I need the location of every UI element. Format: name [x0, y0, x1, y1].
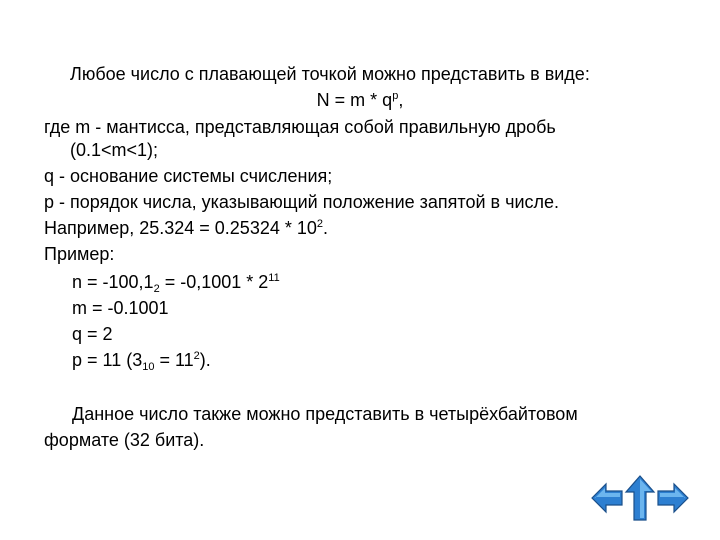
example-inline-exponent: 2 [316, 218, 324, 230]
example-heading-line [44, 242, 114, 266]
example-p-text: p = 11 (3 [72, 350, 143, 370]
example-inline-line [44, 216, 328, 240]
mantissa-range-line [70, 138, 158, 162]
example-n-base: 2 [153, 283, 160, 295]
mantissa-text: где m - мантисса, представляющая собой правильную дробь [44, 117, 556, 137]
formula-line [0, 88, 720, 112]
four-byte-text-2: формате (32 бита). [44, 430, 205, 450]
mantissa-line [44, 115, 556, 139]
intro-text: Любое число с плавающей точкой можно представить в виде: [70, 64, 590, 84]
example-p-close: ). [199, 350, 211, 370]
example-m-text: m = -0.1001 [72, 298, 169, 318]
navigation-buttons [590, 478, 690, 526]
example-n-exponent: 11 [268, 272, 280, 284]
example-heading: Пример: [44, 244, 115, 264]
example-p-value: = 11 [154, 350, 194, 370]
example-inline-period: . [323, 218, 329, 238]
arrow-up-icon[interactable] [624, 474, 656, 522]
example-q-text: q = 2 [72, 324, 113, 344]
example-n-line [72, 270, 280, 294]
example-inline-text: Например, 25.324 = 0.25324 * 10 [44, 218, 317, 238]
intro-line [70, 62, 590, 86]
example-n-text: n = -100,1 [72, 272, 154, 292]
formula-text: N = m * q [316, 90, 393, 110]
example-q-line [72, 322, 113, 346]
mantissa-range-text: (0.1<m<1); [70, 140, 159, 160]
example-p-base: 10 [142, 361, 155, 373]
example-n-value: = -0,1001 * 2 [159, 272, 269, 292]
four-byte-line-2 [44, 428, 204, 452]
formula-comma: , [398, 90, 404, 110]
formula-exponent: p [392, 90, 399, 102]
four-byte-line [72, 402, 578, 426]
base-text: q - основание системы счисления; [44, 166, 333, 186]
base-line [44, 164, 332, 188]
arrow-left-icon[interactable] [590, 478, 624, 518]
order-line [44, 190, 559, 214]
example-p-line [72, 348, 211, 372]
example-m-line [72, 296, 169, 320]
four-byte-text: Данное число также можно представить в четырёхбайтовом [72, 404, 578, 424]
arrow-right-icon[interactable] [656, 478, 690, 518]
example-p-exponent: 2 [193, 350, 200, 362]
order-text: p - порядок числа, указывающий положение запятой в числе. [44, 192, 560, 212]
